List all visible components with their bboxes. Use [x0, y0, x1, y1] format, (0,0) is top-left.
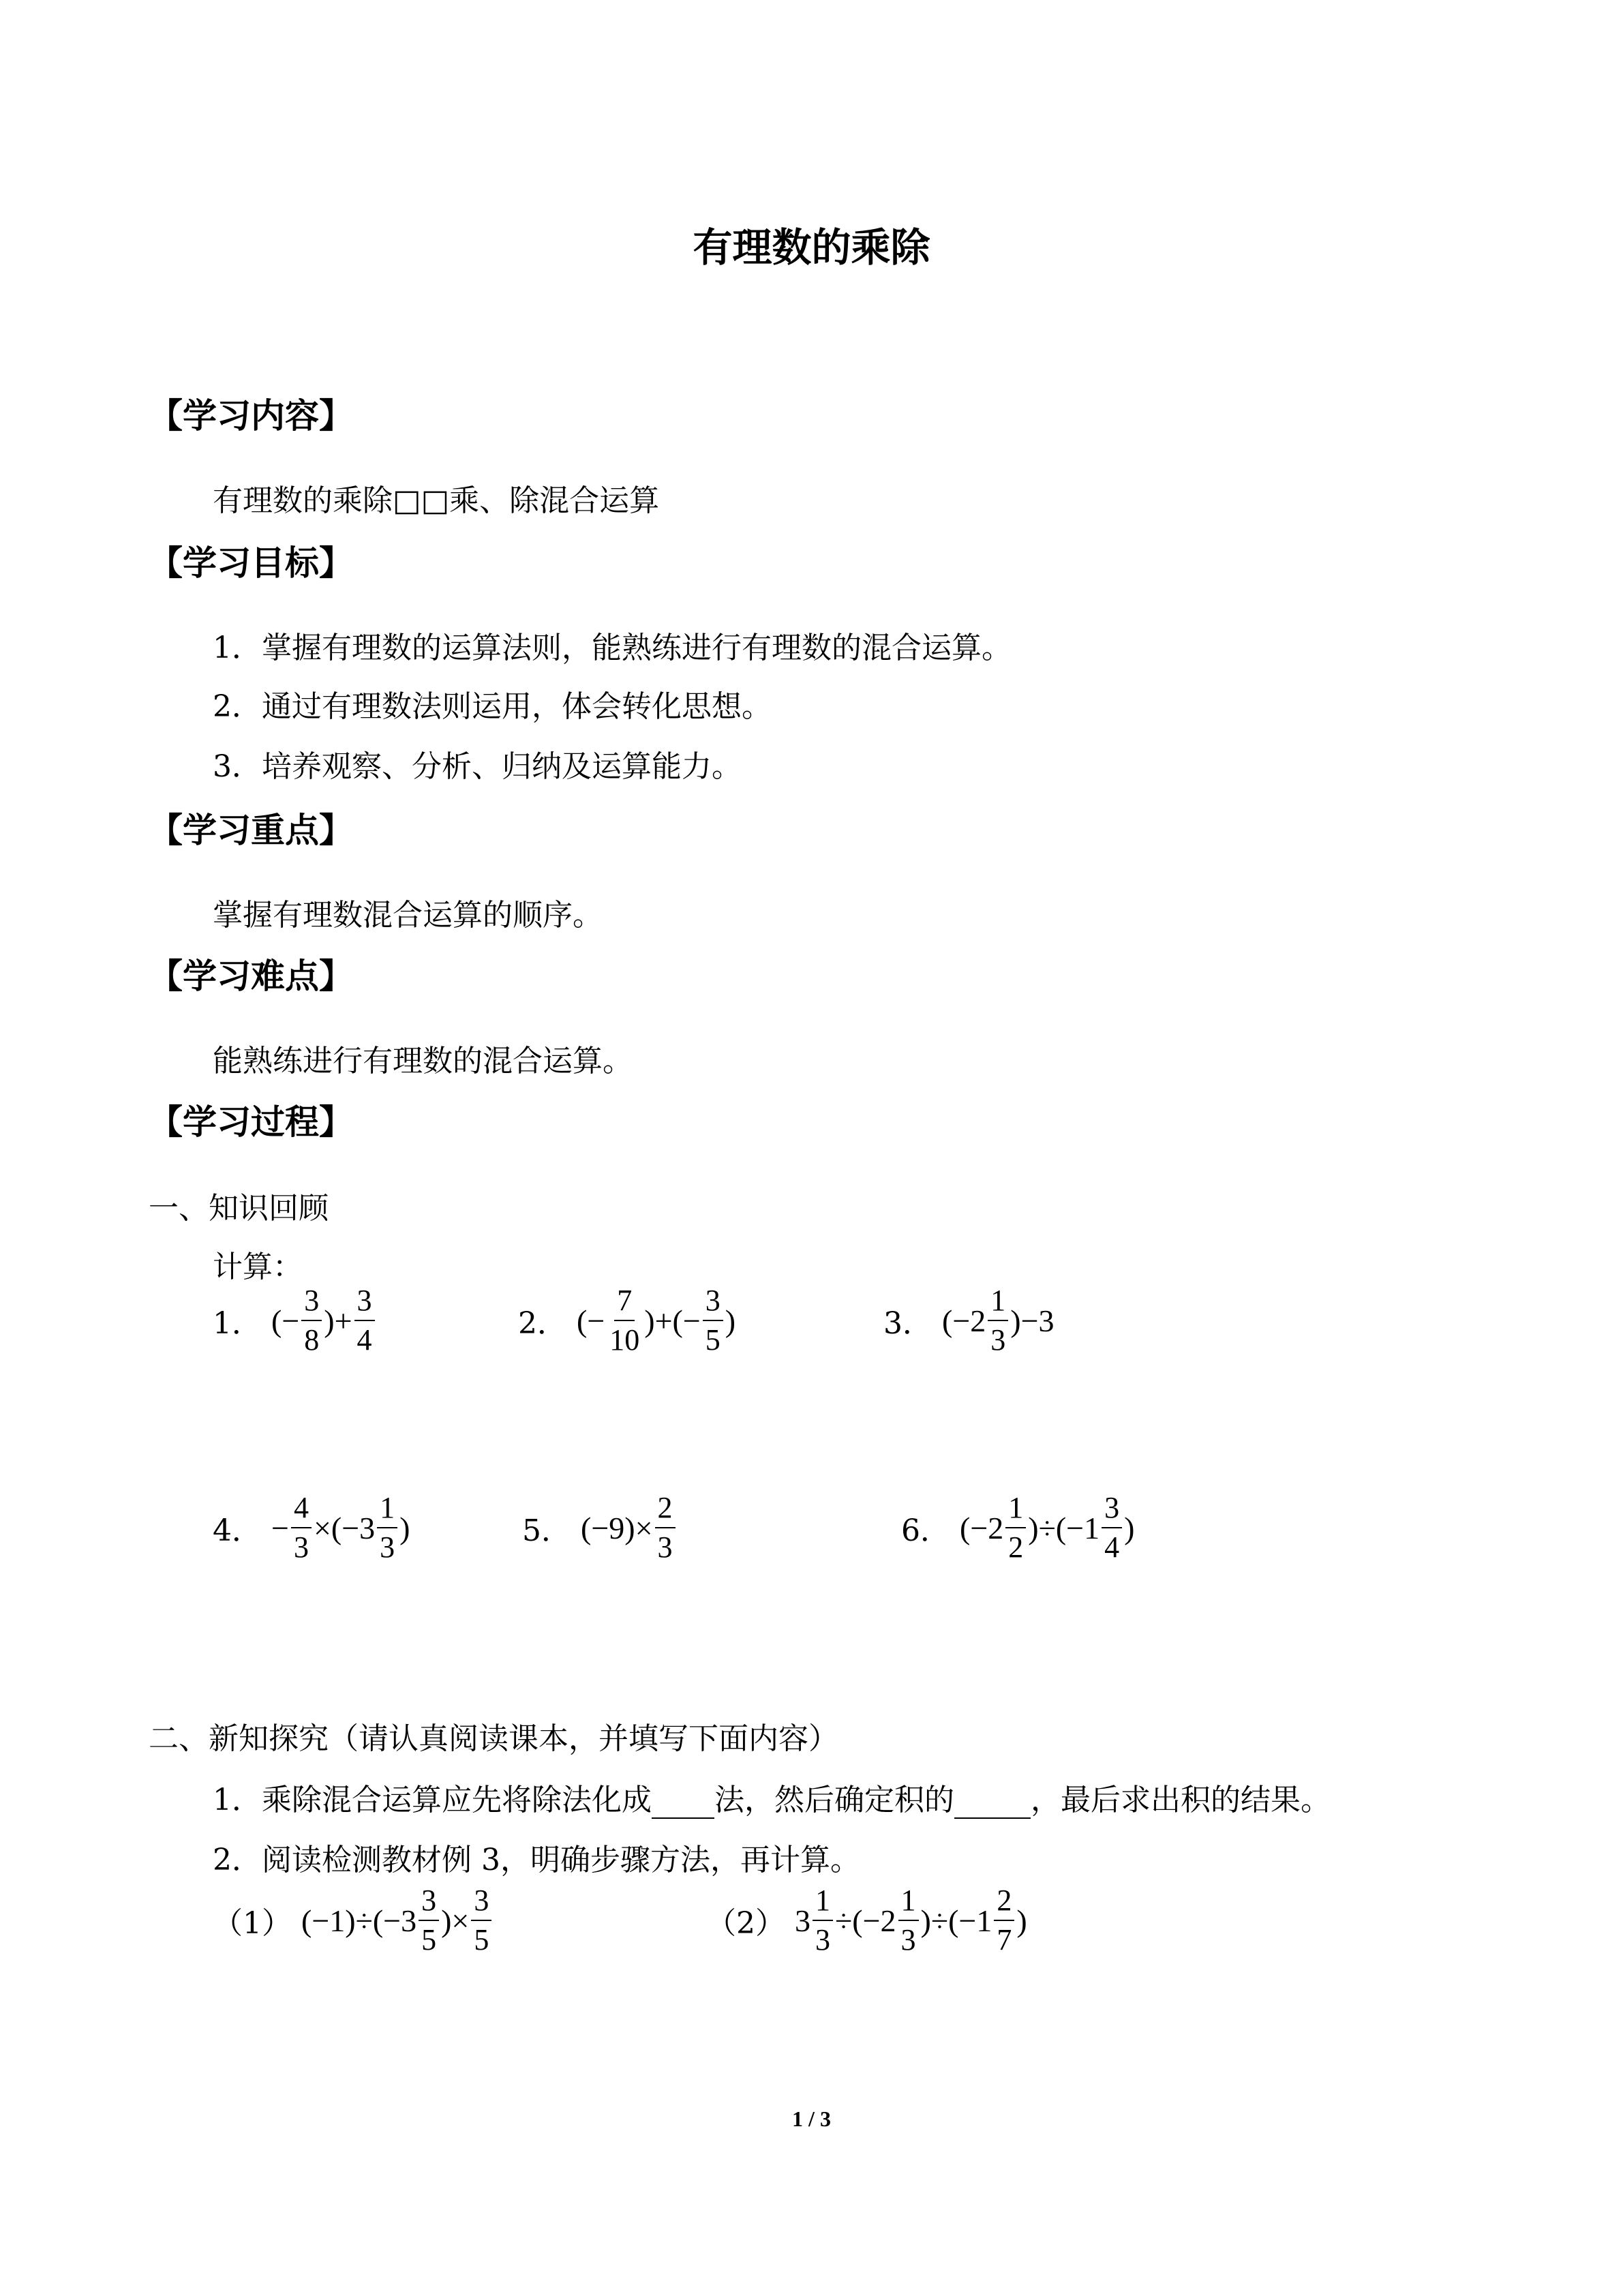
- math-text: ): [725, 1303, 736, 1338]
- denominator: 8: [304, 1323, 320, 1357]
- math-text: (−: [271, 1303, 300, 1338]
- math-text: 3: [795, 1903, 810, 1938]
- goal-item: 3．培养观察、分析、归纳及运算能力。: [213, 749, 742, 784]
- math-text: (−2: [960, 1510, 1004, 1545]
- denominator: 2: [1008, 1530, 1024, 1564]
- problem-number: （2）: [706, 1906, 785, 1941]
- denominator: 7: [997, 1923, 1012, 1957]
- numerator: 3: [1102, 1493, 1122, 1528]
- denominator: 4: [1104, 1530, 1120, 1564]
- numerator: 1: [813, 1886, 833, 1921]
- problem-number: 1．: [213, 1306, 262, 1341]
- math-text: )+(−: [644, 1303, 701, 1338]
- denominator: 5: [705, 1323, 721, 1357]
- numerator: 3: [354, 1286, 375, 1321]
- fill-blank[interactable]: [652, 1787, 714, 1819]
- fraction: [813, 1886, 833, 1955]
- math-text: )÷(−1: [1028, 1510, 1100, 1545]
- denominator: 4: [357, 1323, 372, 1357]
- item1-text-b: 法，然后确定积的: [714, 1783, 954, 1817]
- fraction: [354, 1286, 375, 1355]
- part2-item1: [213, 1775, 1331, 1819]
- numerator: 1: [1005, 1493, 1026, 1528]
- math-text: ×(−3: [313, 1510, 376, 1545]
- math-text: ÷(−2: [835, 1903, 896, 1938]
- item1-text-c: ，最后求出积的结果。: [1031, 1783, 1331, 1817]
- numerator: 3: [471, 1886, 491, 1921]
- goal-item: 2．通过有理数法则运用，体会转化思想。: [213, 689, 772, 724]
- math-text: )−3: [1010, 1303, 1055, 1338]
- problem: [883, 1286, 1055, 1355]
- item1-text-a: 1．乘除混合运算应先将除法化成: [213, 1783, 652, 1817]
- heading-key-points: 【学习重点】: [149, 811, 353, 850]
- part2-title: 二、新知探究（请认真阅读课本，并填写下面内容）: [149, 1721, 838, 1756]
- numerator: 3: [703, 1286, 723, 1321]
- denominator: 3: [900, 1923, 916, 1957]
- part2-item2: 2．阅读检测教材例 3，明确步骤方法，再计算。: [213, 1843, 860, 1877]
- denominator: 3: [990, 1323, 1006, 1357]
- heading-content: 【学习内容】: [149, 396, 353, 436]
- fraction: [1005, 1493, 1026, 1562]
- fraction: [994, 1886, 1014, 1955]
- fraction: [988, 1286, 1008, 1355]
- math-text: ): [1124, 1510, 1135, 1545]
- numerator: 1: [377, 1493, 397, 1528]
- math-text: −: [271, 1510, 289, 1545]
- fraction: [419, 1886, 439, 1955]
- math-text: (−9)×: [581, 1510, 653, 1545]
- fraction: [291, 1493, 312, 1562]
- numerator: 1: [898, 1886, 919, 1921]
- math-text: )÷(−1: [920, 1903, 992, 1938]
- difficulties-text: 能熟练进行有理数的混合运算。: [213, 1044, 633, 1078]
- problem-number: 6．: [901, 1513, 950, 1548]
- fraction: [655, 1493, 676, 1562]
- heading-difficulties: 【学习难点】: [149, 956, 353, 996]
- page-number: 1 / 3: [792, 2106, 831, 2131]
- denominator: 3: [815, 1923, 830, 1957]
- math-text: )+: [324, 1303, 352, 1338]
- fraction: [703, 1286, 723, 1355]
- problem: [522, 1493, 678, 1562]
- fraction: [1102, 1493, 1122, 1562]
- example: [213, 1886, 494, 1955]
- problem-number: 3．: [883, 1306, 932, 1341]
- numerator: 2: [655, 1493, 676, 1528]
- problem: [213, 1493, 410, 1562]
- heading-process: 【学习过程】: [149, 1102, 353, 1142]
- content-text: 有理数的乘除□□乘、除混合运算: [213, 483, 660, 518]
- math-text: (−1)÷(−3: [301, 1903, 417, 1938]
- key-points-text: 掌握有理数混合运算的顺序。: [213, 898, 603, 933]
- part1-title: 一、知识回顾: [149, 1191, 329, 1226]
- example: [706, 1886, 1027, 1955]
- problem-number: 5．: [522, 1513, 571, 1548]
- fraction: [301, 1286, 322, 1355]
- denominator: 3: [380, 1530, 395, 1564]
- fraction: [471, 1886, 491, 1955]
- numerator: 3: [301, 1286, 322, 1321]
- problem-number: （1）: [213, 1906, 292, 1941]
- math-text: (−: [577, 1303, 605, 1338]
- math-text: )×: [441, 1903, 470, 1938]
- fraction: [607, 1286, 642, 1355]
- fraction: [898, 1886, 919, 1955]
- math-text: (−2: [942, 1303, 986, 1338]
- heading-goals: 【学习目标】: [149, 543, 353, 583]
- math-text: ): [399, 1510, 410, 1545]
- numerator: 1: [988, 1286, 1008, 1321]
- numerator: 2: [994, 1886, 1014, 1921]
- goal-item: 1．掌握有理数的运算法则，能熟练进行有理数的混合运算。: [213, 631, 1012, 665]
- fraction: [377, 1493, 397, 1562]
- page-title: 有理数的乘除: [693, 224, 930, 271]
- math-text: ): [1016, 1903, 1027, 1938]
- denominator: 10: [609, 1323, 640, 1357]
- denominator: 3: [657, 1530, 673, 1564]
- denominator: 5: [474, 1923, 489, 1957]
- fill-blank[interactable]: [954, 1787, 1031, 1819]
- problem-number: 4．: [213, 1513, 262, 1548]
- problem-number: 2．: [518, 1306, 567, 1341]
- part1-prompt: 计算：: [213, 1250, 303, 1284]
- problem: [901, 1493, 1134, 1562]
- numerator: 3: [419, 1886, 439, 1921]
- numerator: 4: [291, 1493, 312, 1528]
- problem: [213, 1286, 377, 1355]
- denominator: 3: [293, 1530, 309, 1564]
- denominator: 5: [421, 1923, 437, 1957]
- problem: [518, 1286, 735, 1355]
- numerator: 7: [614, 1286, 635, 1321]
